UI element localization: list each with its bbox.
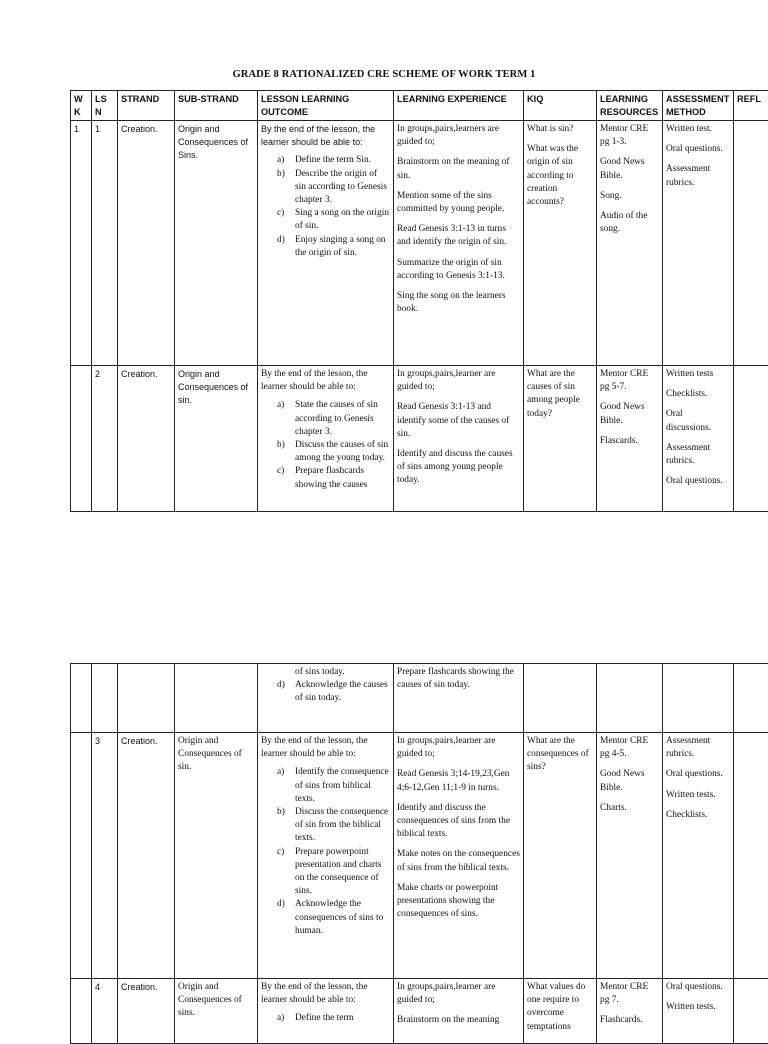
reflection-cell: [734, 366, 768, 512]
list-item: [295, 154, 390, 167]
resource-item: Song.: [600, 190, 659, 203]
header-experience: LEARNING EXPERIENCE: [394, 91, 524, 121]
list-item: [295, 439, 390, 465]
outcome-cell: [258, 664, 394, 733]
kiq-cell: [524, 366, 597, 512]
scheme-table-page-2: [70, 663, 768, 1044]
assessment-item: Oral questions.: [666, 981, 730, 994]
outcome-text: Define the term Sin.: [295, 155, 371, 165]
resource-item: Good News Bible.: [600, 156, 659, 182]
list-marker: a): [277, 154, 284, 167]
outcome-list: [261, 399, 390, 491]
kiq-item: What is sin?: [527, 123, 593, 136]
assessment-item: Oral questions.: [666, 475, 730, 488]
resource-item: Flascards.: [600, 435, 659, 448]
lesson-number-cell: 3: [92, 733, 118, 979]
assessment-item: Written test.: [666, 123, 730, 136]
list-marker: d): [277, 234, 285, 247]
experience-item: In groups,pairs,learners are guided to;: [397, 123, 520, 149]
assessment-cell: [663, 733, 734, 979]
reflection-cell: [734, 733, 768, 979]
kiq-item: What was the origin of sin according to creation accounts?: [527, 143, 593, 209]
outcome-cell: [258, 366, 394, 512]
resource-item: Mentor CRE pg 7.: [600, 981, 659, 1007]
document-title: GRADE 8 RATIONALIZED CRE SCHEME OF WORK TERM 1: [0, 69, 768, 80]
lesson-row: [71, 121, 768, 366]
experience-item: Make notes on the consequences of sins from the biblical texts.: [397, 848, 520, 874]
assessment-item: Assessment rubrics.: [666, 735, 730, 761]
outcome-text: Acknowledge the causes of sin today.: [295, 680, 388, 703]
resource-item: Audio of the song.: [600, 210, 659, 236]
resources-cell: [597, 366, 663, 512]
list-marker: d): [277, 679, 285, 692]
experience-item: Identify and discuss the consequences of sins from the biblical texts.: [397, 802, 520, 842]
header-row: [71, 91, 768, 121]
outcome-cell: [258, 121, 394, 366]
assessment-item: Oral discussions.: [666, 408, 730, 434]
experience-item: Identify and discuss the causes of sins among young people today.: [397, 448, 520, 488]
reflection-cell: [734, 979, 768, 1044]
strand-cell: [118, 664, 175, 733]
assessment-cell: [663, 121, 734, 366]
list-marker: b): [277, 439, 285, 452]
lesson-number-cell: [92, 664, 118, 733]
lesson-row: [71, 733, 768, 979]
list-item: [295, 766, 390, 806]
outcome-intro: By the end of the lesson, the learner should be able to:: [261, 981, 390, 1007]
reflection-cell: [734, 121, 768, 366]
kiq-cell: [524, 121, 597, 366]
outcome-text: Sing a song on the origin of sin.: [295, 208, 389, 231]
kiq-cell: [524, 664, 597, 733]
substrand-cell: Origin and Consequences of Sins.: [175, 121, 258, 366]
week-cell: [71, 979, 92, 1044]
outcome-list: [261, 766, 390, 938]
experience-item: Sing the song on the learners book.: [397, 290, 520, 316]
list-marker: c): [277, 465, 284, 478]
list-marker: a): [277, 766, 284, 779]
list-marker: b): [277, 806, 285, 819]
list-item: [295, 679, 390, 705]
resources-cell: [597, 664, 663, 733]
substrand-cell: [175, 664, 258, 733]
outcome-text: Discuss the consequence of sin from the biblical texts.: [295, 807, 388, 843]
list-item: [295, 399, 390, 439]
resource-item: Charts.: [600, 802, 659, 815]
list-item: [295, 898, 390, 938]
week-cell: [71, 664, 92, 733]
experience-cell: [394, 121, 524, 366]
outcome-text: of sins today.: [295, 667, 345, 677]
list-marker: a): [277, 399, 284, 412]
assessment-item: Oral questions.: [666, 143, 730, 156]
week-cell: [71, 366, 92, 512]
experience-item: Read Genesis 3:1-13 and identify some of the causes of sin.: [397, 401, 520, 441]
strand-cell: Creation.: [118, 979, 175, 1044]
header-refl: REFL: [734, 91, 768, 121]
outcome-text: Enjoy singing a song on the origin of sin.: [295, 235, 386, 258]
assessment-item: Checklists.: [666, 388, 730, 401]
kiq-item: What values do one require to overcome temptations: [527, 981, 593, 1034]
resources-cell: [597, 733, 663, 979]
continuation-row: [71, 664, 768, 733]
outcome-text: Prepare powerpoint presentation and charts on the consequence of sins.: [295, 847, 381, 897]
outcome-text: Identify the consequence of sins from biblical texts.: [295, 767, 389, 803]
resource-item: Flashcards.: [600, 1014, 659, 1027]
assessment-item: Oral questions.: [666, 768, 730, 781]
resource-item: Good News Bible.: [600, 401, 659, 427]
header-assessment: ASSESSMENT METHOD: [663, 91, 734, 121]
experience-item: Brainstorm on the meaning of sin.: [397, 156, 520, 182]
list-item: [295, 806, 390, 846]
header-lsn: LS N: [92, 91, 118, 121]
experience-cell: [394, 366, 524, 512]
outcome-cell: [258, 979, 394, 1044]
experience-item: Brainstorm on the meaning: [397, 1014, 520, 1027]
experience-item: Read Genesis 3:1-13 in turns and identify the origin of sin.: [397, 223, 520, 249]
lesson-number-cell: 1: [92, 121, 118, 366]
scheme-table-page-1: [70, 90, 768, 512]
outcome-text: Acknowledge the consequences of sins to human.: [295, 899, 383, 935]
strand-cell: Creation.: [118, 366, 175, 512]
experience-item: Summarize the origin of sin according to Genesis 3:1-13.: [397, 257, 520, 283]
header-outcome: LESSON LEARNING OUTCOME: [258, 91, 394, 121]
strand-cell: Creation.: [118, 733, 175, 979]
experience-cell: [394, 664, 524, 733]
resource-item: Mentor CRE pg 1-3.: [600, 123, 659, 149]
outcome-text: State the causes of sin according to Genesis chapter 3.: [295, 400, 378, 436]
header-strand: STRAND: [118, 91, 175, 121]
substrand-cell: Origin and Consequences of sins.: [175, 979, 258, 1044]
outcome-text: Describe the origin of sin according to Genesis chapter 3.: [295, 169, 387, 205]
outcome-intro: By the end of the lesson, the learner should be able to:: [261, 123, 390, 149]
outcome-text: Define the term: [295, 1013, 354, 1023]
resources-cell: [597, 979, 663, 1044]
experience-cell: [394, 979, 524, 1044]
list-marker: b): [277, 168, 285, 181]
outcome-list: [261, 154, 390, 260]
list-marker: c): [277, 846, 284, 859]
assessment-item: Assessment rubrics.: [666, 442, 730, 468]
experience-item: Prepare flashcards showing the causes of sin today.: [397, 666, 520, 692]
list-item: [295, 465, 390, 491]
assessment-item: Written tests.: [666, 1001, 730, 1014]
assessment-cell: [663, 979, 734, 1044]
list-marker: a): [277, 1012, 284, 1025]
kiq-item: What are the consequences of sins?: [527, 735, 593, 775]
assessment-item: Written tests: [666, 368, 730, 381]
resources-cell: [597, 121, 663, 366]
header-substrand: SUB-STRAND: [175, 91, 258, 121]
lesson-number-cell: 4: [92, 979, 118, 1044]
assessment-cell: [663, 664, 734, 733]
reflection-cell: [734, 664, 768, 733]
outcome-intro: By the end of the lesson, the learner should be able to:: [261, 735, 390, 761]
kiq-item: What are the causes of sin among people today?: [527, 368, 593, 421]
resource-item: Good News Bible.: [600, 768, 659, 794]
outcome-cell: [258, 733, 394, 979]
lesson-row: [71, 366, 768, 512]
experience-item: In groups,pairs,learner are guided to;: [397, 368, 520, 394]
list-item: [295, 846, 390, 899]
list-marker: c): [277, 207, 284, 220]
experience-item: Make charts or powerpoint presentations showing the consequences of sins.: [397, 882, 520, 922]
experience-item: Mention some of the sins committed by young people.: [397, 190, 520, 216]
kiq-cell: [524, 979, 597, 1044]
outcome-intro: By the end of the lesson, the learner should be able to:: [261, 368, 390, 394]
outcome-list: [261, 666, 390, 706]
lesson-row: [71, 979, 768, 1044]
lesson-number-cell: 2: [92, 366, 118, 512]
list-item: [295, 168, 390, 208]
outcome-text: Prepare flashcards showing the causes: [295, 466, 367, 489]
experience-cell: [394, 733, 524, 979]
assessment-item: Written tests.: [666, 789, 730, 802]
header-wk: W K: [71, 91, 92, 121]
list-item: [295, 234, 390, 260]
strand-cell: Creation.: [118, 121, 175, 366]
list-item: [295, 666, 390, 679]
week-cell: 1: [71, 121, 92, 366]
list-marker: d): [277, 898, 285, 911]
substrand-cell: Origin and Consequences of sin.: [175, 733, 258, 979]
header-resources: LEARNING RESOURCES: [597, 91, 663, 121]
assessment-item: Checklists.: [666, 809, 730, 822]
header-kiq: KIQ: [524, 91, 597, 121]
substrand-cell: Origin and Consequences of sin.: [175, 366, 258, 512]
list-item: [295, 207, 390, 233]
experience-item: In groups,pairs,learner are guided to;: [397, 981, 520, 1007]
week-cell: [71, 733, 92, 979]
outcome-text: Discuss the causes of sin among the young today.: [295, 440, 388, 463]
assessment-cell: [663, 366, 734, 512]
resource-item: Mentor CRE pg 5-7.: [600, 368, 659, 394]
assessment-item: Assessment rubrics.: [666, 163, 730, 189]
resource-item: Mentor CRE pg 4-5.: [600, 735, 659, 761]
kiq-cell: [524, 733, 597, 979]
experience-item: In groups,pairs,learner are guided to;: [397, 735, 520, 761]
experience-item: Read Genesis 3;14-19,23,Gen 4;6-12,Gen 11;1-9 in turns.: [397, 768, 520, 794]
